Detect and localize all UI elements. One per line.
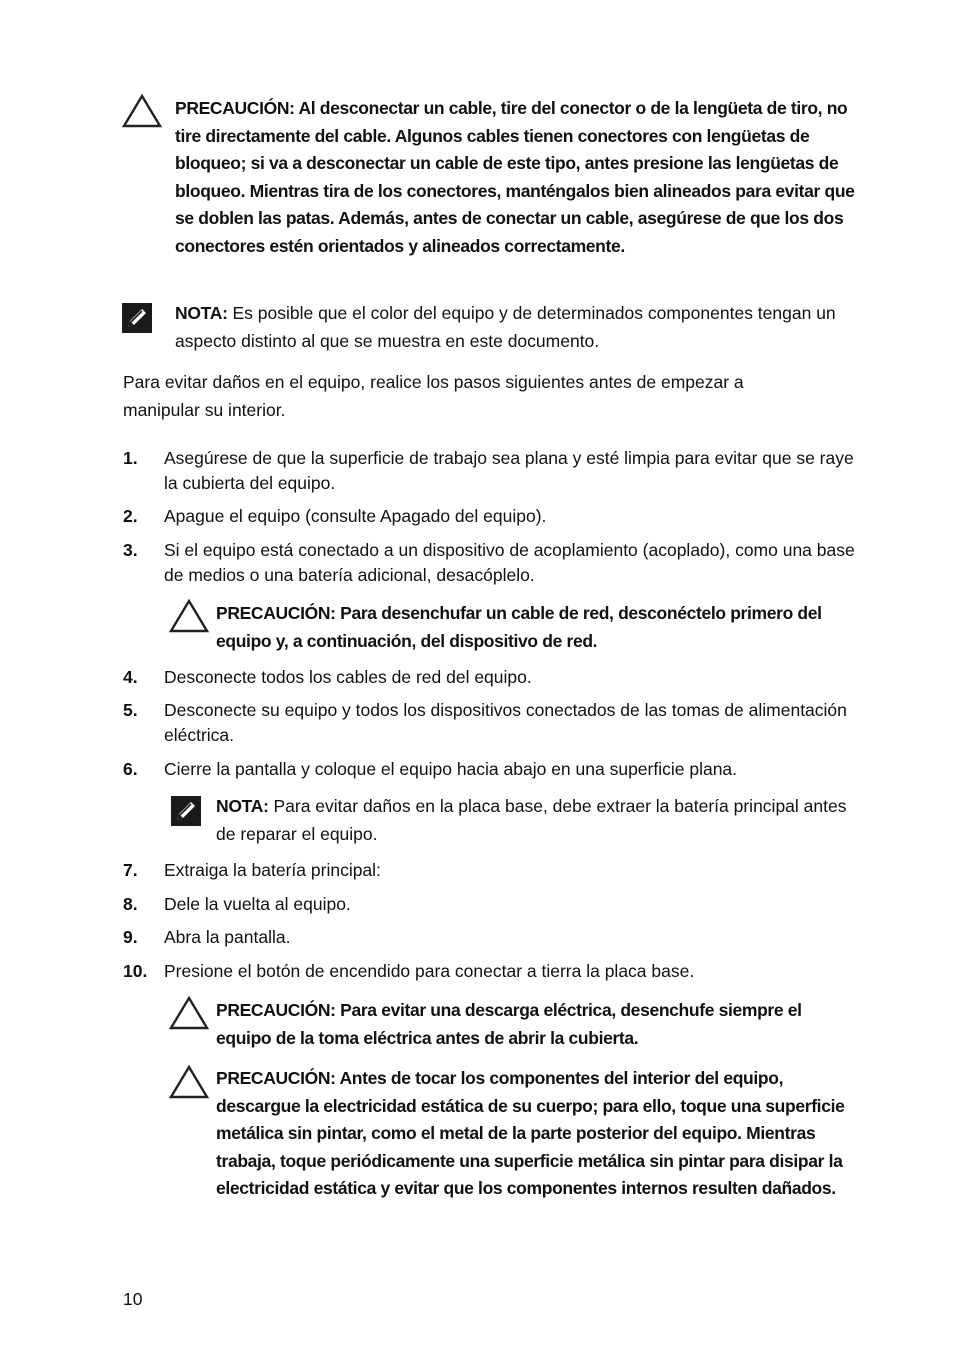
list-text: Asegúrese de que la superficie de trabajo sea plana y esté limpia para evitar que se raye la cubierta del equipo. bbox=[164, 448, 854, 493]
list-text: Si el equipo está conectado a un dispositivo de acoplamiento (acoplado), como una base de medios o una batería adicional, desacóplelo. bbox=[164, 540, 855, 585]
list-number: 7. bbox=[123, 860, 138, 880]
warning-triangle-icon bbox=[169, 996, 209, 1030]
note-label: NOTA: bbox=[216, 796, 269, 816]
list-number: 8. bbox=[123, 894, 138, 914]
list-text: Abra la pantalla. bbox=[164, 927, 291, 947]
list-number: 1. bbox=[123, 448, 138, 468]
list-number: 2. bbox=[123, 506, 138, 526]
intro-paragraph: Para evitar daños en el equipo, realice los pasos siguientes antes de empezar a manipular su interior. bbox=[123, 372, 744, 420]
list-text: Apague el equipo (consulte Apagado del equipo). bbox=[164, 506, 547, 526]
warning-triangle-icon bbox=[169, 1065, 209, 1099]
list-number: 10. bbox=[123, 961, 148, 981]
note-pencil-icon bbox=[122, 303, 152, 333]
list-text: Extraiga la batería principal: bbox=[164, 860, 381, 880]
caution-text-1: PRECAUCIÓN: Al desconectar un cable, tire del conector o de la lengüeta de tiro, no tire directamente del cable. Algunos cables tienen conectores con lengüetas de bloqueo; si va a desconectar un cable de este tipo, antes presione las lengüetas de bloqueo. Mientras tira de los conectores, manténgalos bien alineados para evitar que se doblen las patas. Además, antes de conectar un cable, asegúrese de que los dos conectores estén orientados y alineados correctamente. bbox=[175, 98, 855, 256]
list-text: Dele la vuelta al equipo. bbox=[164, 894, 351, 914]
caution-text-4: PRECAUCIÓN: Antes de tocar los componentes del interior del equipo, descargue la electricidad estática de su cuerpo; para ello, toque una superficie metálica sin pintar, como el metal de la parte posterior del equipo. Mientras trabaja, toque periódicamente una superficie metálica sin pintar para disipar la electricidad estática y evitar que los componentes internos resulten dañados. bbox=[216, 1068, 845, 1198]
warning-triangle-icon bbox=[122, 94, 162, 128]
warning-triangle-icon bbox=[169, 599, 209, 633]
list-number: 9. bbox=[123, 927, 138, 947]
list-number: 4. bbox=[123, 667, 138, 687]
note-text: Para evitar daños en la placa base, debe extraer la batería principal antes de reparar el equipo. bbox=[216, 796, 847, 844]
list-text: Presione el botón de encendido para conectar a tierra la placa base. bbox=[164, 961, 695, 981]
caution-text-3: PRECAUCIÓN: Para evitar una descarga eléctrica, desenchufe siempre el equipo de la toma eléctrica antes de abrir la cubierta. bbox=[216, 1000, 802, 1048]
page-number: 10 bbox=[123, 1289, 143, 1309]
note-1 bbox=[175, 300, 865, 355]
list-number: 3. bbox=[123, 540, 138, 560]
list-number: 5. bbox=[123, 700, 138, 720]
note-label: NOTA: bbox=[175, 303, 228, 323]
note-text: Es posible que el color del equipo y de determinados componentes tengan un aspecto distinto al que se muestra en este documento. bbox=[175, 303, 836, 351]
list-number: 6. bbox=[123, 759, 138, 779]
note-2 bbox=[216, 793, 856, 848]
caution-text-2: PRECAUCIÓN: Para desenchufar un cable de red, desconéctelo primero del equipo y, a continuación, del dispositivo de red. bbox=[216, 603, 822, 651]
note-pencil-icon bbox=[171, 796, 201, 826]
list-text: Desconecte todos los cables de red del equipo. bbox=[164, 667, 532, 687]
list-text: Cierre la pantalla y coloque el equipo hacia abajo en una superficie plana. bbox=[164, 759, 738, 779]
list-text: Desconecte su equipo y todos los dispositivos conectados de las tomas de alimentación eléctrica. bbox=[164, 700, 847, 745]
